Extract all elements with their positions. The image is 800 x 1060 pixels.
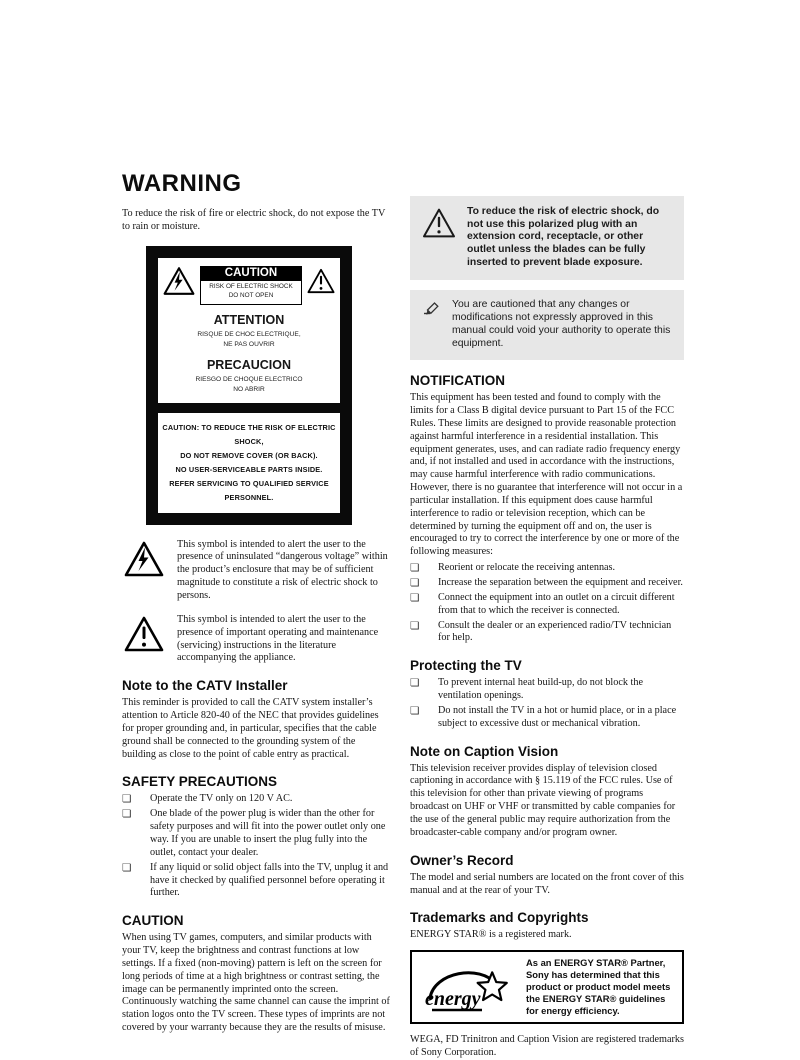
list-item (122, 862, 390, 901)
square-bullet-icon: ❏ (410, 591, 420, 604)
owners-record-heading: Owner’s Record (410, 852, 514, 868)
intro-paragraph: To reduce the risk of fire or electric shock, do not expose the TV to rain or moisture. (122, 208, 386, 232)
list-item-text: Reorient or relocate the receiving antennas. (438, 562, 616, 574)
exclamation-triangle-icon (124, 614, 164, 652)
notification-measures-list (410, 562, 684, 645)
precaucion-lines (163, 375, 335, 395)
list-item (122, 793, 390, 806)
square-bullet-icon: ❏ (410, 577, 420, 589)
risk-label-box (200, 266, 302, 305)
list-item (410, 577, 684, 590)
square-bullet-icon: ❏ (410, 562, 420, 575)
safety-precautions-heading: SAFETY PRECAUTIONS (122, 774, 278, 790)
symbol-note-text: This symbol is intended to alert the user to the presence of uninsulated “dangerous voltage” within the product’s enclosure that may be of sufficient magnitude to constitute a risk of electric shock to persons. (177, 538, 388, 601)
list-item (410, 562, 684, 575)
square-bullet-icon: ❏ (410, 619, 420, 632)
list-item-text: One blade of the power plug is wider than the other for safety purposes and will fit into the power outlet only one way. If you are unable to insert the plug fully into the outlet, contact your dealer. (150, 808, 386, 858)
plug-warning-text: To reduce the risk of electric shock, do not use this polarized plug with an extension cord, receptacle, or other outlet unless the blades can be fully inserted to prevent blade exposure. (467, 206, 660, 268)
caution-body: When using TV games, computers, and similar products with your TV, keep the brightness and contrast functions at low settings. If a fixed (non-moving) pattern is left on the screen for long periods of time at a high brightness or contrast setting, the image can be permanently imprinted onto the screen. Continuously watching the same channel can cause the imprint of station logos onto the TV screen. These types of imprints are not covered by your warranty because they are the results of misuse. (122, 932, 390, 1034)
precaucion-heading: PRECAUCION (206, 357, 292, 372)
electric-shock-caution-diagram (146, 246, 352, 525)
precaucion-line: RIESGO DE CHOQUE ELECTRICO (195, 375, 303, 383)
protecting-tv-list (410, 677, 684, 730)
exclamation-triangle-icon (422, 206, 456, 243)
notification-body: This equipment has been tested and found to comply with the limits for a Class B digital device pursuant to Part 15 of the FCC Rules. These limits are designed to provide reasonable protection against harmful interference in a residential installation. This equipment generates, uses, and can radiate radio frequency energy and, if not installed and used in accordance with the instructions, may cause harmful interference with radio communications. However, there is no guarantee that interference will not occur in a particular installation. If this equipment does cause harmful interference to radio or television reception, which can be determined by turning the equipment off and on, the user is encouraged to try to correct the interference by one or more of the following measures: (410, 392, 683, 558)
energy-star-statement: As an ENERGY STAR® Partner, Sony has determined that this product or product model meets the ENERGY STAR® guidelines for energy efficiency. (526, 957, 671, 1017)
energy-logo-text: energy (425, 988, 481, 1011)
list-item-text: If any liquid or solid object falls into the TV, unplug it and have it checked by qualified personnel before operating it further. (150, 861, 389, 899)
risk-line: DO NOT OPEN (228, 292, 274, 300)
symbol-note-text: This symbol is intended to alert the user to the presence of important operating and maintenance (servicing) instructions in the literature accompanying the appliance. (177, 613, 379, 664)
right-column (410, 170, 684, 1060)
list-item-text: Increase the separation between the equipment and receiver. (438, 577, 683, 588)
catv-heading: Note to the CATV Installer (122, 678, 288, 694)
energy-star-partner-box (410, 950, 684, 1024)
page-title: WARNING (122, 170, 242, 197)
square-bullet-icon: ❏ (122, 861, 132, 874)
modification-note-text: You are cautioned that any changes or modifications not expressly approved in this manual could void your authority to operate this equipment. (452, 299, 671, 349)
lightning-triangle-icon (124, 539, 164, 577)
list-item (410, 677, 684, 703)
symbol-note-servicing (124, 614, 390, 665)
list-item-text: To prevent internal heat build-up, do not block the ventilation openings. (438, 677, 643, 702)
caution-heading: CAUTION (122, 913, 184, 929)
attention-heading: ATTENTION (213, 312, 285, 327)
exclamation-triangle-icon (307, 266, 335, 296)
attention-line: RISQUE DE CHOC ELECTRIQUE, (197, 330, 301, 338)
caution-diagram-lower-panel (158, 413, 340, 512)
trademark-footer-note: WEGA, FD Trinitron and Caption Vision are registered trademarks of Sony Corporation. (410, 1034, 684, 1059)
owners-record-body: The model and serial numbers are located on the front cover of this manual and at the rear of your TV. (410, 871, 684, 896)
attention-lines (163, 330, 335, 350)
caption-vision-body: This television receiver provides display of television closed captioning in accordance with § 15.119 of the FCC rules. Use of this television for other than private viewing of programs broadcast on UHF or VHF or transmitted by cable companies for the use of the general public may require authorization from the broadcaster-cable company and/or program owner. (410, 762, 676, 838)
left-column (122, 170, 390, 1047)
list-item (122, 808, 390, 859)
square-bullet-icon: ❏ (122, 808, 132, 821)
caption-vision-heading: Note on Caption Vision (410, 743, 559, 759)
trademarks-heading: Trademarks and Copyrights (410, 910, 589, 926)
list-item (410, 592, 684, 618)
list-item-text: Consult the dealer or an experienced radio/TV technician for help. (438, 619, 672, 644)
modification-note-box (410, 290, 684, 360)
attention-line: NE PAS OUVRIR (223, 340, 275, 348)
square-bullet-icon: ❏ (410, 704, 420, 717)
risk-line: RISK OF ELECTRIC SHOCK (209, 282, 293, 290)
caution-diagram-header (163, 266, 335, 305)
risk-lines (201, 280, 301, 304)
list-item-text: Connect the equipment into an outlet on a circuit different from that to which the receiver is connected. (438, 591, 675, 616)
precaucion-line: NO ABRIR (233, 385, 265, 393)
pencil-note-icon (422, 299, 441, 321)
square-bullet-icon: ❏ (122, 793, 132, 806)
list-item (410, 705, 684, 731)
square-bullet-icon: ❏ (410, 677, 420, 690)
caution-bottom-line: DO NOT REMOVE COVER (OR BACK). (180, 451, 318, 461)
catv-body: This reminder is provided to call the CATV system installer’s attention to Article 820-40 of the NEC that provides guidelines for proper grounding and, in particular, specifies that the cable ground shall be connected to the grounding system of the building as close to the point of cable entry as practical. (122, 697, 379, 760)
caution-bottom-line: NO USER-SERVICEABLE PARTS INSIDE. (175, 465, 323, 475)
caution-bottom-line: REFER SERVICING TO QUALIFIED SERVICE PERSONNEL. (169, 478, 329, 502)
caution-bottom-line: CAUTION: TO REDUCE THE RISK OF ELECTRIC SHOCK, (162, 423, 336, 447)
list-item-text: Do not install the TV in a hot or humid place, or in a place subject to excessive dust or mechanical vibration. (438, 704, 677, 729)
caution-label: CAUTION (200, 266, 302, 281)
lightning-triangle-icon (163, 266, 195, 296)
protecting-tv-heading: Protecting the TV (410, 658, 522, 674)
safety-precautions-list (122, 793, 390, 900)
caution-diagram-upper-panel (158, 258, 340, 404)
polarized-plug-warning-box (410, 196, 684, 280)
list-item (410, 620, 684, 646)
list-item-text: Operate the TV only on 120 V AC. (150, 793, 293, 805)
notification-heading: NOTIFICATION (410, 373, 505, 389)
symbol-note-voltage (124, 539, 390, 603)
energy-star-logo (422, 960, 514, 1014)
trademarks-body: ENERGY STAR® is a registered mark. (410, 929, 572, 941)
